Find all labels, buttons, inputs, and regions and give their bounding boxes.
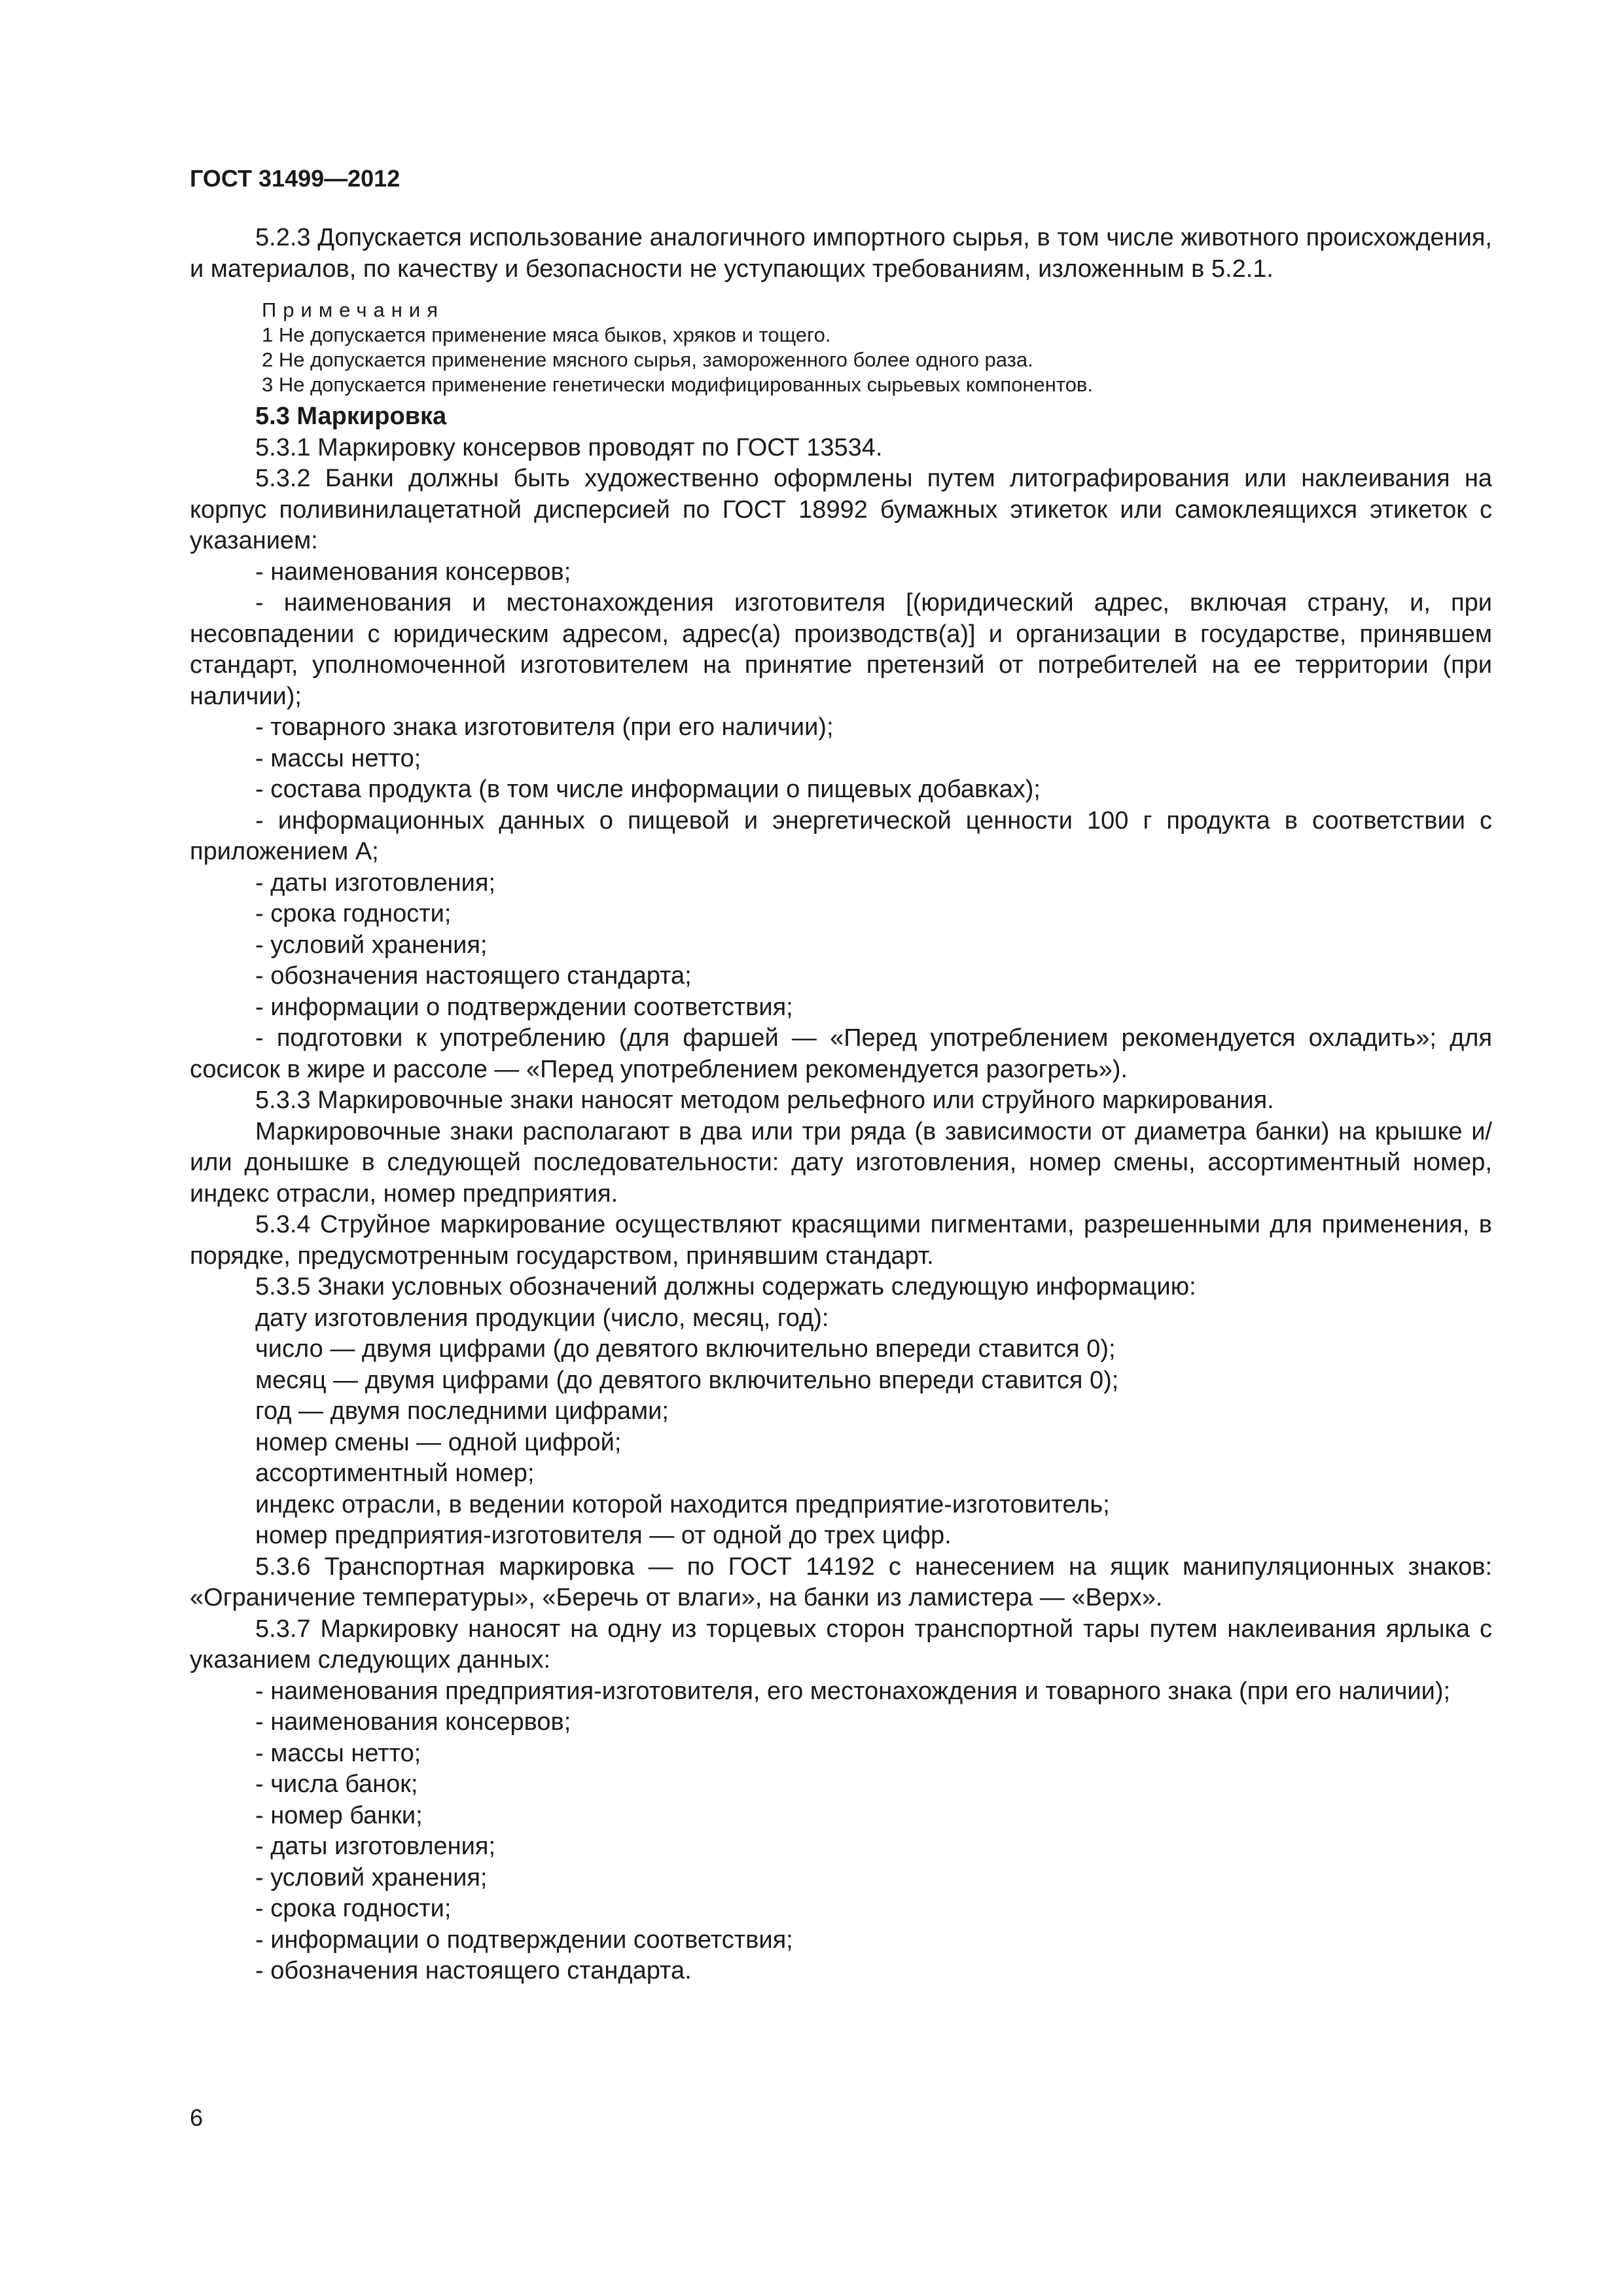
list-item: - числа банок; bbox=[255, 1770, 418, 1798]
list-item: - подготовки к употреблению (для фаршей — «Перед употреблением рекомендуется охладить»; для сосисок в жире и рассоле — «Перед употреблением рекомендуется разогреть»). bbox=[190, 1024, 1492, 1083]
list-item: - срока годности; bbox=[255, 900, 452, 927]
paragraph-5-3-7: 5.3.7 Маркировку наносят на одну из торцевых сторон транспортной тары путем наклеивания ярлыка с указанием следующих данных: bbox=[190, 1615, 1492, 1674]
section-title: 5.3 Маркировка bbox=[255, 403, 447, 430]
paragraph-5-3-3: 5.3.3 Маркировочные знаки наносят методом рельефного или струйного маркирования. bbox=[255, 1086, 1274, 1114]
list-item: - наименования консервов; bbox=[255, 558, 571, 586]
note-item: 2 Не допускается применение мясного сырья, замороженного более одного раза. bbox=[262, 348, 1033, 371]
list-item: год — двумя последними цифрами; bbox=[255, 1397, 669, 1425]
list-item: ассортиментный номер; bbox=[255, 1460, 535, 1487]
list-item: - обозначения настоящего стандарта. bbox=[255, 1957, 692, 1984]
paragraph-5-3-5: 5.3.5 Знаки условных обозначений должны содержать следующую информацию: bbox=[255, 1273, 1196, 1300]
list-item: номер смены — одной цифрой; bbox=[255, 1428, 622, 1456]
document-body bbox=[190, 223, 1492, 1987]
list-item: - массы нетто; bbox=[255, 1739, 421, 1767]
list-item: - условий хранения; bbox=[255, 1863, 488, 1892]
list-item: - информации о подтверждении соответствия; bbox=[255, 1926, 793, 1954]
list-item: - срока годности; bbox=[255, 1895, 452, 1922]
page-number: 6 bbox=[190, 2104, 204, 2131]
paragraph-5-2-3: 5.2.3 Допускается использование аналогичного импортного сырья, в том числе животного происхождения, и материалов, по качеству и безопасности не уступающих требованиям, изложенным в 5.2.1. bbox=[190, 224, 1492, 283]
note-item: 3 Не допускается применение генетически модифицированных сырьевых компонентов. bbox=[262, 373, 1094, 396]
list-item: - информационных данных о пищевой и энергетической ценности 100 г продукта в соответствии с приложением А; bbox=[190, 806, 1492, 865]
list-item: индекс отрасли, в ведении которой находится предприятие-изготовитель; bbox=[255, 1490, 1110, 1518]
notes-block bbox=[190, 298, 1492, 397]
list-item: - даты изготовления; bbox=[255, 1833, 496, 1860]
paragraph-5-3-4: 5.3.4 Струйное маркирование осуществляют красящими пигментами, разрешенными для применения, в порядке, предусмотренным государством, принявшим стандарт. bbox=[190, 1211, 1492, 1270]
list-item: - наименования предприятия-изготовителя, его местонахождения и товарного знака (при его наличии); bbox=[255, 1677, 1451, 1705]
list-item: - условий хранения; bbox=[255, 931, 488, 959]
paragraph-5-3-6: 5.3.6 Транспортная маркировка — по ГОСТ 14192 с нанесением на ящик манипуляционных знаков: «Ограничение температуры», «Беречь от влаги», на банки из ламистера — «Верх». bbox=[190, 1552, 1492, 1611]
list-item: - состава продукта (в том числе информации о пищевых добавках); bbox=[255, 776, 1041, 803]
list-item: число — двумя цифрами (до девятого включительно впереди ставится 0); bbox=[255, 1335, 1116, 1363]
notes-title: Примечания bbox=[262, 298, 444, 321]
paragraph-5-3-1: 5.3.1 Маркировку консервов проводят по ГОСТ 13534. bbox=[255, 433, 883, 461]
list-item: номер предприятия-изготовителя — от одной до трех цифр. bbox=[255, 1522, 952, 1549]
list-item: - информации о подтверждении соответствия; bbox=[255, 993, 793, 1021]
document-header: ГОСТ 31499—2012 bbox=[190, 165, 401, 192]
list-item: - номер банки; bbox=[255, 1801, 423, 1829]
list-item: дату изготовления продукции (число, месяц, год): bbox=[255, 1304, 829, 1332]
note-item: 1 Не допускается применение мяса быков, хряков и тощего. bbox=[262, 323, 831, 346]
paragraph-5-3-2: 5.3.2 Банки должны быть художественно оформлены путем литографирования или наклеивания на корпус поливинилацетатной дисперсией по ГОСТ 18992 бумажных этикеток или самоклеящихся этикеток с указанием: bbox=[190, 465, 1492, 554]
list-item: - наименования и местонахождения изготовителя [(юридический адрес, включая страну, и, при несовпадении с юридическим адресом, адрес(а) производств(а)] и организации в государстве, принявшем стандарт, уполномоченной изготовителем на принятие претензий от потребителей на ее территории (при наличии); bbox=[190, 589, 1492, 710]
list-item: - обозначения настоящего стандарта; bbox=[255, 962, 692, 990]
list-item: - даты изготовления; bbox=[255, 869, 496, 897]
paragraph-5-3-3-continued: Маркировочные знаки располагают в два или три ряда (в зависимости от диаметра банки) на крышке и/или донышке в следующей последовательности: дату изготовления, номер смены, ассортиментный номер, индекс отрасли, номер предприятия. bbox=[190, 1117, 1492, 1208]
list-item: месяц — двумя цифрами (до девятого включительно впереди ставится 0); bbox=[255, 1366, 1119, 1394]
list-item: - наименования консервов; bbox=[255, 1708, 571, 1736]
list-item: - массы нетто; bbox=[255, 744, 421, 772]
list-item: - товарного знака изготовителя (при его наличии); bbox=[255, 713, 834, 741]
